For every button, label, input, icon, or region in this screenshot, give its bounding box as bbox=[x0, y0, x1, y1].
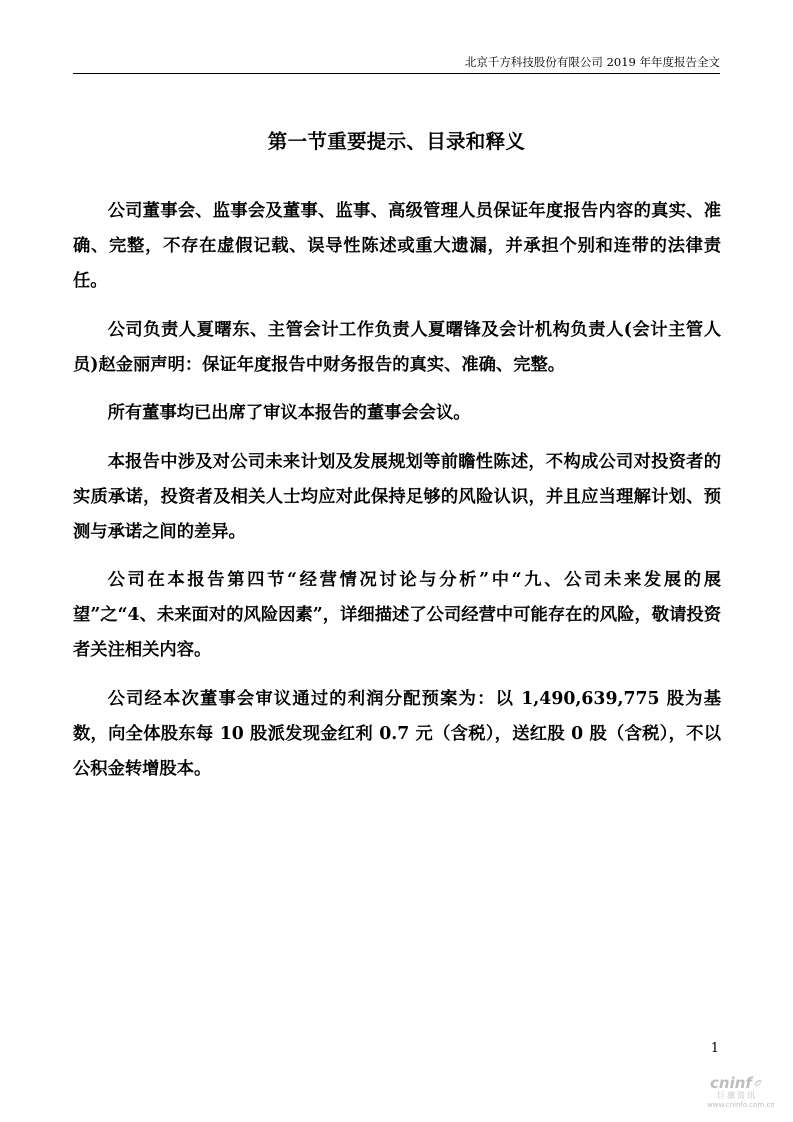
header-divider bbox=[73, 73, 720, 74]
paragraph-board-attendance: 所有董事均已出席了审议本报告的董事会会议。 bbox=[107, 403, 471, 423]
cninfo-swirl-icon bbox=[752, 1077, 764, 1089]
page-number: 1 bbox=[710, 1041, 719, 1056]
running-header: 北京千方科技股份有限公司 2019 年年度报告全文 bbox=[464, 55, 720, 69]
paragraph-risk-factors: 公司在本报告第四节“经营情况讨论与分析”中“九、公司未来发展的展望”之“4、未来面对的风险因素”，详细描述了公司经营中可能存在的风险，敬请投资者关注相关内容。 bbox=[73, 570, 721, 660]
section-title: 第一节重要提示、目录和释义 bbox=[267, 130, 526, 153]
paragraph-forward-looking: 本报告中涉及对公司未来计划及发展规划等前瞻性陈述，不构成公司对投资者的实质承诺，投资者及相关人士均应对此保持足够的风险认识，并且应当理解计划、预测与承诺之间的差异。 bbox=[73, 451, 721, 542]
cninfo-logo-text: cninf bbox=[710, 1074, 752, 1092]
paragraph-financial-declaration: 公司负责人夏曙东、主管会计工作负责人夏曙锋及会计机构负责人(会计主管人员)赵金丽声明：保证年度报告中财务报告的真实、准确、完整。 bbox=[73, 319, 721, 375]
paragraph-responsibility-statement: 公司董事会、监事会及董事、监事、高级管理人员保证年度报告内容的真实、准确、完整，不存在虚假记载、误导性陈述或重大遗漏，并承担个别和连带的法律责任。 bbox=[73, 201, 721, 291]
cninfo-name: 巨潮资讯 bbox=[717, 1091, 757, 1100]
cninfo-watermark bbox=[707, 1074, 775, 1110]
cninfo-url: www.cninfo.com.cn bbox=[707, 1101, 775, 1109]
document-body bbox=[73, 194, 721, 800]
cninfo-logo bbox=[707, 1075, 767, 1091]
paragraph-profit-distribution: 公司经本次董事会审议通过的利润分配预案为：以 1,490,639,775 股为基数，向全体股东每 10 股派发现金红利 0.7 元（含税），送红股 0 股（含税），不以公积金转增股本。 bbox=[73, 688, 721, 779]
